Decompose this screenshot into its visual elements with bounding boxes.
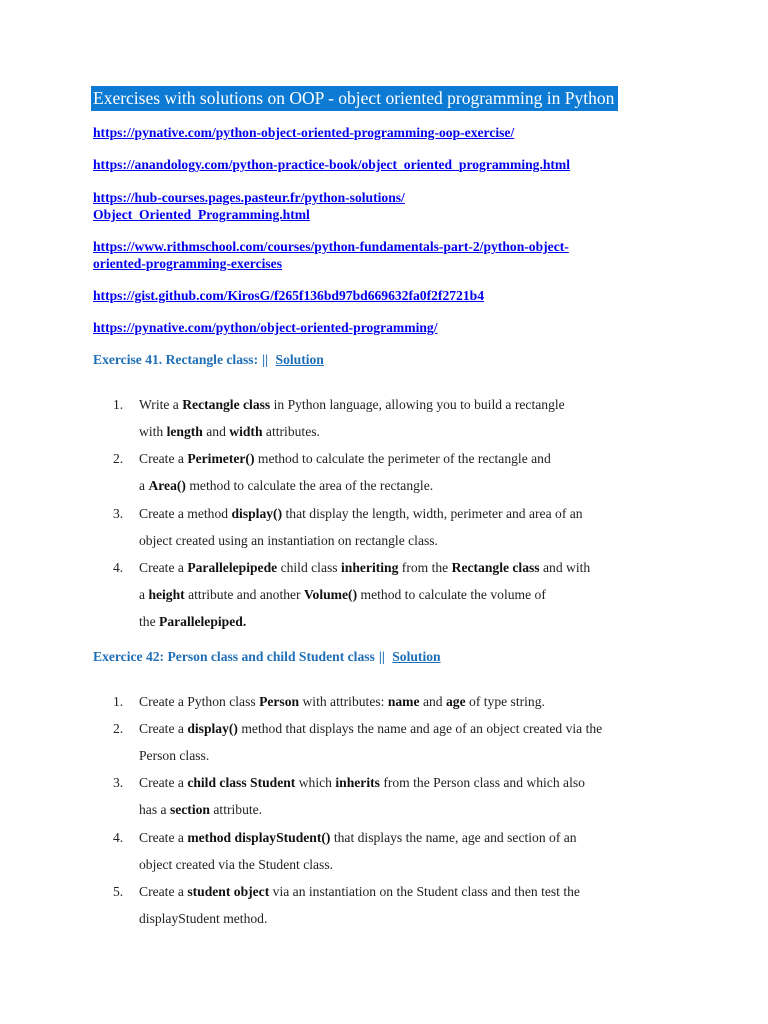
text-run: with [139, 424, 167, 439]
bold-term: length [166, 424, 203, 439]
solution-link[interactable]: Solution [392, 649, 441, 664]
bold-term: display() [231, 506, 283, 521]
list-item-number: 1. [113, 397, 124, 412]
bold-term: age [445, 694, 466, 709]
list-item-number: 2. [113, 451, 124, 466]
text-run: the [139, 614, 160, 629]
text-run: a [139, 587, 149, 602]
text-run: Create a [139, 451, 188, 466]
list-item-line [139, 688, 545, 715]
text-run: attributes. [262, 424, 320, 439]
text-run: that displays the name, age and section of an [330, 830, 577, 845]
text-run: has a [139, 802, 170, 817]
bold-term: section [169, 802, 210, 817]
link-text: https://www.rithmschool.com/courses/python-fundamentals-part-2/python-object- [93, 239, 569, 254]
heading-separator: || [378, 649, 385, 664]
text-run: Write a [139, 397, 183, 412]
list-item-number: 1. [113, 694, 124, 709]
list-item-line [139, 445, 551, 472]
text-run: in Python language, allowing you to build a rectangle [270, 397, 565, 412]
text-run: Create a [139, 884, 188, 899]
text-run: method to calculate the volume of [357, 587, 546, 602]
text-run: and [202, 424, 230, 439]
bold-term: height [148, 587, 185, 602]
text-run: object created using an instantiation on rectangle class. [139, 533, 438, 548]
text-run: which [295, 775, 336, 790]
text-run: Create a method [139, 506, 232, 521]
text-run: with attributes: [299, 694, 388, 709]
list-item-line [139, 796, 262, 823]
list-item-line [139, 418, 320, 445]
bold-term: Area() [148, 478, 186, 493]
text-run: attribute. [209, 802, 263, 817]
bold-term: width [229, 424, 263, 439]
link-text: https://gist.github.com/KirosG/f265f136bd97bd669632fa0f2f2721b4 [93, 288, 484, 303]
text-run: that display the length, width, perimeter and area of an [282, 506, 583, 521]
list-item-line [139, 715, 602, 742]
list-item-line [139, 878, 580, 905]
reference-link[interactable] [93, 156, 570, 173]
bold-term: Rectangle class [451, 560, 540, 575]
text-run: Person class. [139, 748, 210, 763]
list-item-line [139, 472, 433, 499]
list-item-line [139, 742, 209, 769]
text-run: of type string. [465, 694, 545, 709]
exercise-title: Exercise 41. Rectangle class: [93, 352, 259, 367]
bold-term: Parallelepipede [187, 560, 278, 575]
page-title: Exercises with solutions on OOP - object oriented programming in Python [91, 86, 618, 111]
text-run: a [139, 478, 149, 493]
list-item-line [139, 905, 267, 932]
text-run: Create a [139, 560, 188, 575]
link-text: https://hub-courses.pages.pasteur.fr/python-solutions/ [93, 190, 405, 205]
reference-link[interactable] [93, 124, 514, 141]
reference-link[interactable] [93, 287, 484, 304]
bold-term: Rectangle class [182, 397, 271, 412]
exercise-heading [93, 351, 324, 369]
text-run: Create a [139, 775, 188, 790]
exercise-title: Exercice 42: Person class and child Student class [93, 649, 375, 664]
link-text: Object_Oriented_Programming.html [93, 207, 310, 222]
list-item-number: 4. [113, 830, 124, 845]
list-item-line [139, 608, 246, 635]
link-text: oriented-programming-exercises [93, 256, 283, 271]
list-item-line [139, 769, 585, 796]
list-item-line [139, 500, 583, 527]
bold-term: method displayStudent() [187, 830, 331, 845]
text-run: and with [539, 560, 591, 575]
reference-link[interactable] [93, 189, 405, 223]
bold-term: student object [187, 884, 270, 899]
bold-term: Perimeter() [187, 451, 255, 466]
link-text: https://anandology.com/python-practice-book/object_oriented_programming.html [93, 157, 571, 172]
heading-separator: || [262, 352, 269, 367]
text-run: displayStudent method. [139, 911, 268, 926]
text-run: method that displays the name and age of an object created via the [237, 721, 603, 736]
bold-term: Volume() [303, 587, 358, 602]
list-item-line [139, 527, 438, 554]
list-item-number: 2. [113, 721, 124, 736]
bold-term: child class Student [187, 775, 296, 790]
bold-term: Parallelepiped. [159, 614, 247, 629]
solution-link[interactable]: Solution [275, 352, 324, 367]
list-item-line [139, 824, 577, 851]
list-item-line [139, 581, 546, 608]
bold-term: inherits [335, 775, 380, 790]
list-item-line [139, 851, 333, 878]
link-text: https://pynative.com/python-object-oriented-programming-oop-exercise/ [93, 125, 515, 140]
list-item-number: 3. [113, 775, 124, 790]
text-run: object created via the Student class. [139, 857, 334, 872]
text-run: from the Person class and which also [379, 775, 585, 790]
exercise-heading [93, 648, 441, 666]
text-run: Create a [139, 721, 188, 736]
bold-term: inheriting [340, 560, 399, 575]
text-run: and [419, 694, 446, 709]
list-item-line [139, 391, 565, 418]
text-run: from the [398, 560, 452, 575]
reference-link[interactable] [93, 319, 437, 336]
list-item-number: 5. [113, 884, 124, 899]
text-run: attribute and another [184, 587, 304, 602]
bold-term: name [387, 694, 420, 709]
list-item-line [139, 554, 590, 581]
text-run: Create a Python class [139, 694, 260, 709]
text-run: method to calculate the area of the rectangle. [185, 478, 434, 493]
list-item-number: 3. [113, 506, 124, 521]
text-run: Create a [139, 830, 188, 845]
link-text: https://pynative.com/python/object-oriented-programming/ [93, 320, 438, 335]
list-item-number: 4. [113, 560, 124, 575]
bold-term: display() [187, 721, 238, 736]
text-run: method to calculate the perimeter of the rectangle and [254, 451, 551, 466]
bold-term: Person [259, 694, 300, 709]
reference-link[interactable] [93, 238, 569, 272]
text-run: child class [277, 560, 341, 575]
text-run: via an instantiation on the Student class and then test the [269, 884, 580, 899]
